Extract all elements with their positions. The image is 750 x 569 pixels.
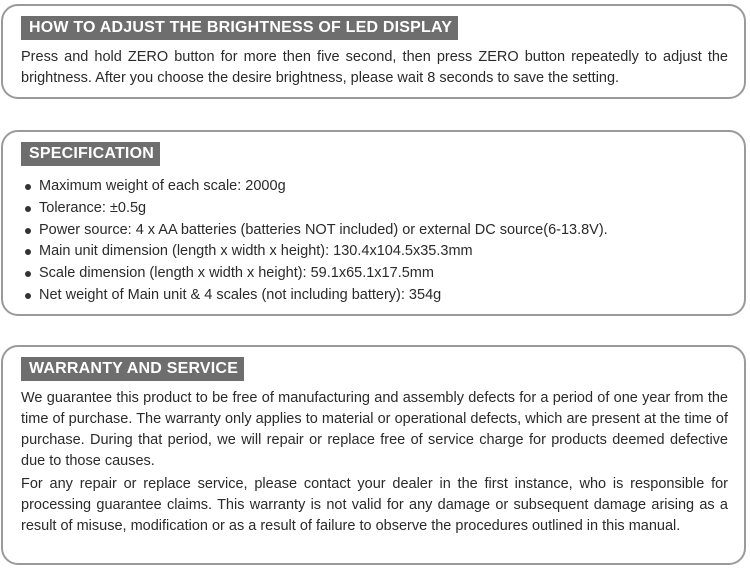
- warranty-paragraph-1: We guarantee this product to be free of manufacturing and assembly defects for a period of one year from the time of purchase. The warranty only applies to material or operational defects, which are present at the time of purchase. During that period, we will repair or replace free of service charge for products deemed defective due to those causes.: [21, 390, 728, 469]
- bullet-icon: [25, 184, 31, 190]
- brightness-section: [1, 4, 746, 99]
- spec-net-weight: Net weight of Main unit & 4 scales (not including battery): 354g: [39, 286, 442, 303]
- list-item: [25, 198, 608, 220]
- bullet-icon: [25, 271, 31, 277]
- list-item: [25, 220, 608, 242]
- bullet-icon: [25, 228, 31, 234]
- list-item: [25, 176, 608, 198]
- brightness-heading: HOW TO ADJUST THE BRIGHTNESS OF LED DISPLAY: [21, 16, 458, 40]
- spec-main-unit-dimension: Main unit dimension (length x width x height): 130.4x104.5x35.3mm: [39, 243, 473, 260]
- spec-max-weight: Maximum weight of each scale: 2000g: [39, 178, 286, 194]
- bullet-icon: [25, 206, 31, 212]
- bullet-icon: [25, 293, 31, 299]
- spec-tolerance: Tolerance: ±0.5g: [39, 199, 147, 216]
- bullet-icon: [25, 249, 31, 255]
- spec-power-source: Power source: 4 x AA batteries (batteries NOT included) or external DC source(6-13.8V).: [39, 221, 608, 238]
- list-item: [25, 263, 608, 285]
- warranty-paragraph-2: For any repair or replace service, please contact your dealer in the first instance, who is responsible for processing guarantee claims. This warranty is not valid for any damage or subsequent damage arising as a result of misuse, modification or as a result of failure to observe the procedures outlined in this manual.: [21, 476, 728, 534]
- specification-list: [25, 176, 608, 307]
- specification-heading: SPECIFICATION: [21, 142, 160, 166]
- warranty-section: [1, 345, 746, 565]
- brightness-instructions: Press and hold ZERO button for more then five second, then press ZERO button repeatedly to adjust the brightness. After you choose the desire brightness, please wait 8 seconds to save the setting.: [21, 49, 728, 86]
- list-item: [25, 241, 608, 263]
- spec-scale-dimension: Scale dimension (length x width x height): 59.1x65.1x17.5mm: [39, 265, 434, 282]
- list-item: [25, 285, 608, 307]
- specification-section: [1, 130, 746, 316]
- warranty-heading: WARRANTY AND SERVICE: [21, 357, 244, 381]
